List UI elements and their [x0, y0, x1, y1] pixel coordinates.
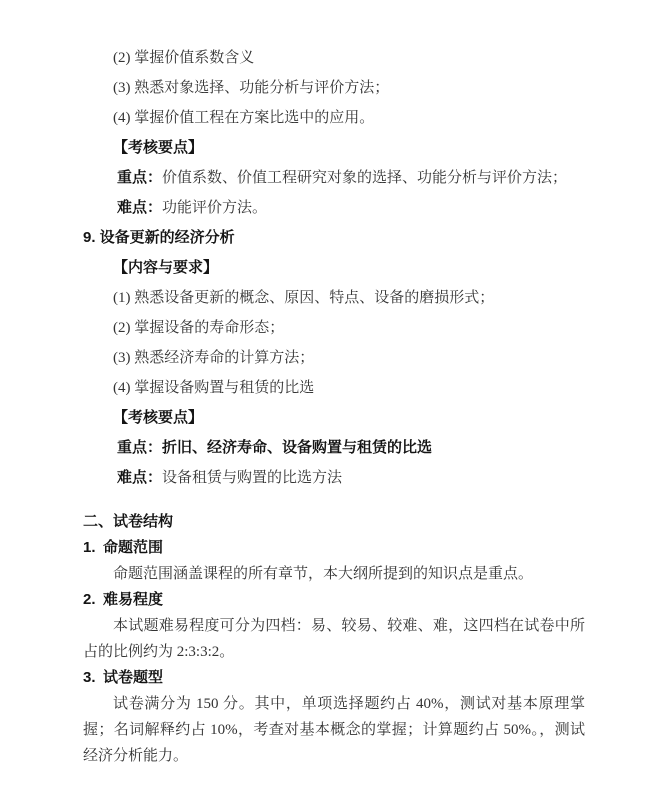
subsection-scope — [83, 535, 585, 587]
difficulty-points-label: 难点： — [117, 469, 163, 486]
subsection-heading: 3. 试卷题型 — [83, 669, 164, 686]
assessment-points-header: 【考核要点】 — [113, 409, 204, 426]
section-8-tail — [83, 43, 585, 223]
subsection-heading: 2. 难易程度 — [83, 591, 164, 608]
key-points-line — [83, 163, 585, 193]
subsection-body: 试卷满分为 150 分。其中，单项选择题约占 40%，测试对基本原理掌握；名词解释约占 10%，考查对基本概念的掌握；计算题约占 50%。，测试经济分析能力。 — [83, 696, 585, 764]
key-points-text: 折旧、经济寿命、设备购置与租赁的比选 — [162, 439, 433, 456]
key-points-label: 重点： — [117, 169, 163, 186]
content-requirements-header: 【内容与要求】 — [113, 259, 219, 276]
difficulty-points-text: 设备租赁与购置的比选方法 — [162, 470, 343, 486]
list-item: (1) 熟悉设备更新的概念、原因、特点、设备的磨损形式； — [113, 290, 495, 306]
difficulty-points-text: 功能评价方法。 — [162, 200, 268, 216]
key-points-label: 重点： — [117, 439, 163, 456]
part-2-title: 二、试卷结构 — [83, 513, 174, 530]
difficulty-points-label: 难点： — [117, 199, 163, 216]
subsection-difficulty — [83, 587, 585, 665]
subsection-body: 本试题难易程度可分为四档：易、较易、较难、难，这四档在试卷中所占的比例约为 2:3:3:2。 — [83, 618, 585, 660]
subsection-body: 命题范围涵盖课程的所有章节，本大纲所提到的知识点是重点。 — [113, 566, 534, 582]
subsection-question-types — [83, 665, 585, 769]
subsection-heading: 1. 命题范围 — [83, 539, 164, 556]
list-item: (4) 掌握设备购置与租赁的比选 — [113, 380, 315, 396]
section-9 — [83, 223, 585, 493]
list-item: (3) 熟悉经济寿命的计算方法； — [113, 350, 315, 366]
list-item: (2) 掌握设备的寿命形态； — [113, 320, 285, 336]
list-item: (3) 熟悉对象选择、功能分析与评价方法； — [113, 80, 390, 96]
list-item: (4) 掌握价值工程在方案比选中的应用。 — [113, 110, 375, 126]
key-points-line — [83, 433, 585, 463]
key-points-text: 价值系数、价值工程研究对象的选择、功能分析与评价方法； — [162, 170, 568, 186]
difficulty-points-line — [83, 463, 585, 493]
assessment-points-header: 【考核要点】 — [113, 139, 204, 156]
difficulty-points-line — [83, 193, 585, 223]
section-9-title: 9. 设备更新的经济分析 — [83, 229, 235, 246]
part-2-exam-structure — [83, 509, 585, 769]
list-item: (2) 掌握价值系数含义 — [113, 50, 255, 66]
